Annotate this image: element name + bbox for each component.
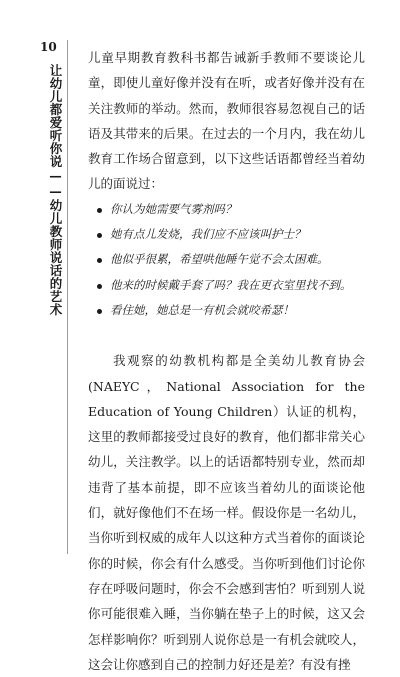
list-item: 看住她，她总是一有机会就咬希瑟！ <box>110 298 365 323</box>
list-item: 他似乎很累，希望哄他睡午觉不会太困难。 <box>110 247 365 272</box>
page-body <box>88 45 365 677</box>
margin-divider <box>67 40 68 554</box>
list-item: 她有点儿发烧，我们应不应该叫护士？ <box>110 222 365 247</box>
page-number: 10 <box>40 40 57 54</box>
list-item: 你认为她需要气雾剂吗？ <box>110 197 365 222</box>
quoted-remarks-list <box>88 197 365 323</box>
list-item: 他来的时候戴手套了吗？我在更衣室里找不到。 <box>110 273 365 298</box>
paragraph-intro: 儿童早期教育教科书都告诫新手教师不要谈论儿童，即使儿童好像并没有在听，或者好像并没有在关注教师的举动。然而，教师很容易忽视自己的话语及其带来的后果。在过去的一个月内，我在幼儿教育工作场合留意到，以下这些话语都曾经当着幼儿的面说过： <box>88 50 365 192</box>
running-head: 让幼儿都爱听你说——幼儿教师说话的艺术 <box>48 64 63 316</box>
paragraph-observation: 我观察的幼教机构都是全美幼儿教育协会(NAEYC，National Association for the Education of Young Children）认证的机构，这里的教师都接受过良好的教育，他们都非常关心幼儿，关注教学。以上的话语都特别专业，然而却违背了基本前提，即不应该当着幼儿的面谈论他们，就好像他们不在场一样。假设你是一名幼儿，当你听到权威的成年人以这种方式当着你的面谈论你的时候，你会有什么感受。当你听到他们讨论你存在呼吸问题时，你会不会感到害怕？听到别人说你可能很难入睡，当你躺在垫子上的时候，这又会怎样影响你？听到别人说你总是一有机会就咬人，这会让你感到自己的控制力好还是差？有没有挫 <box>88 353 365 672</box>
